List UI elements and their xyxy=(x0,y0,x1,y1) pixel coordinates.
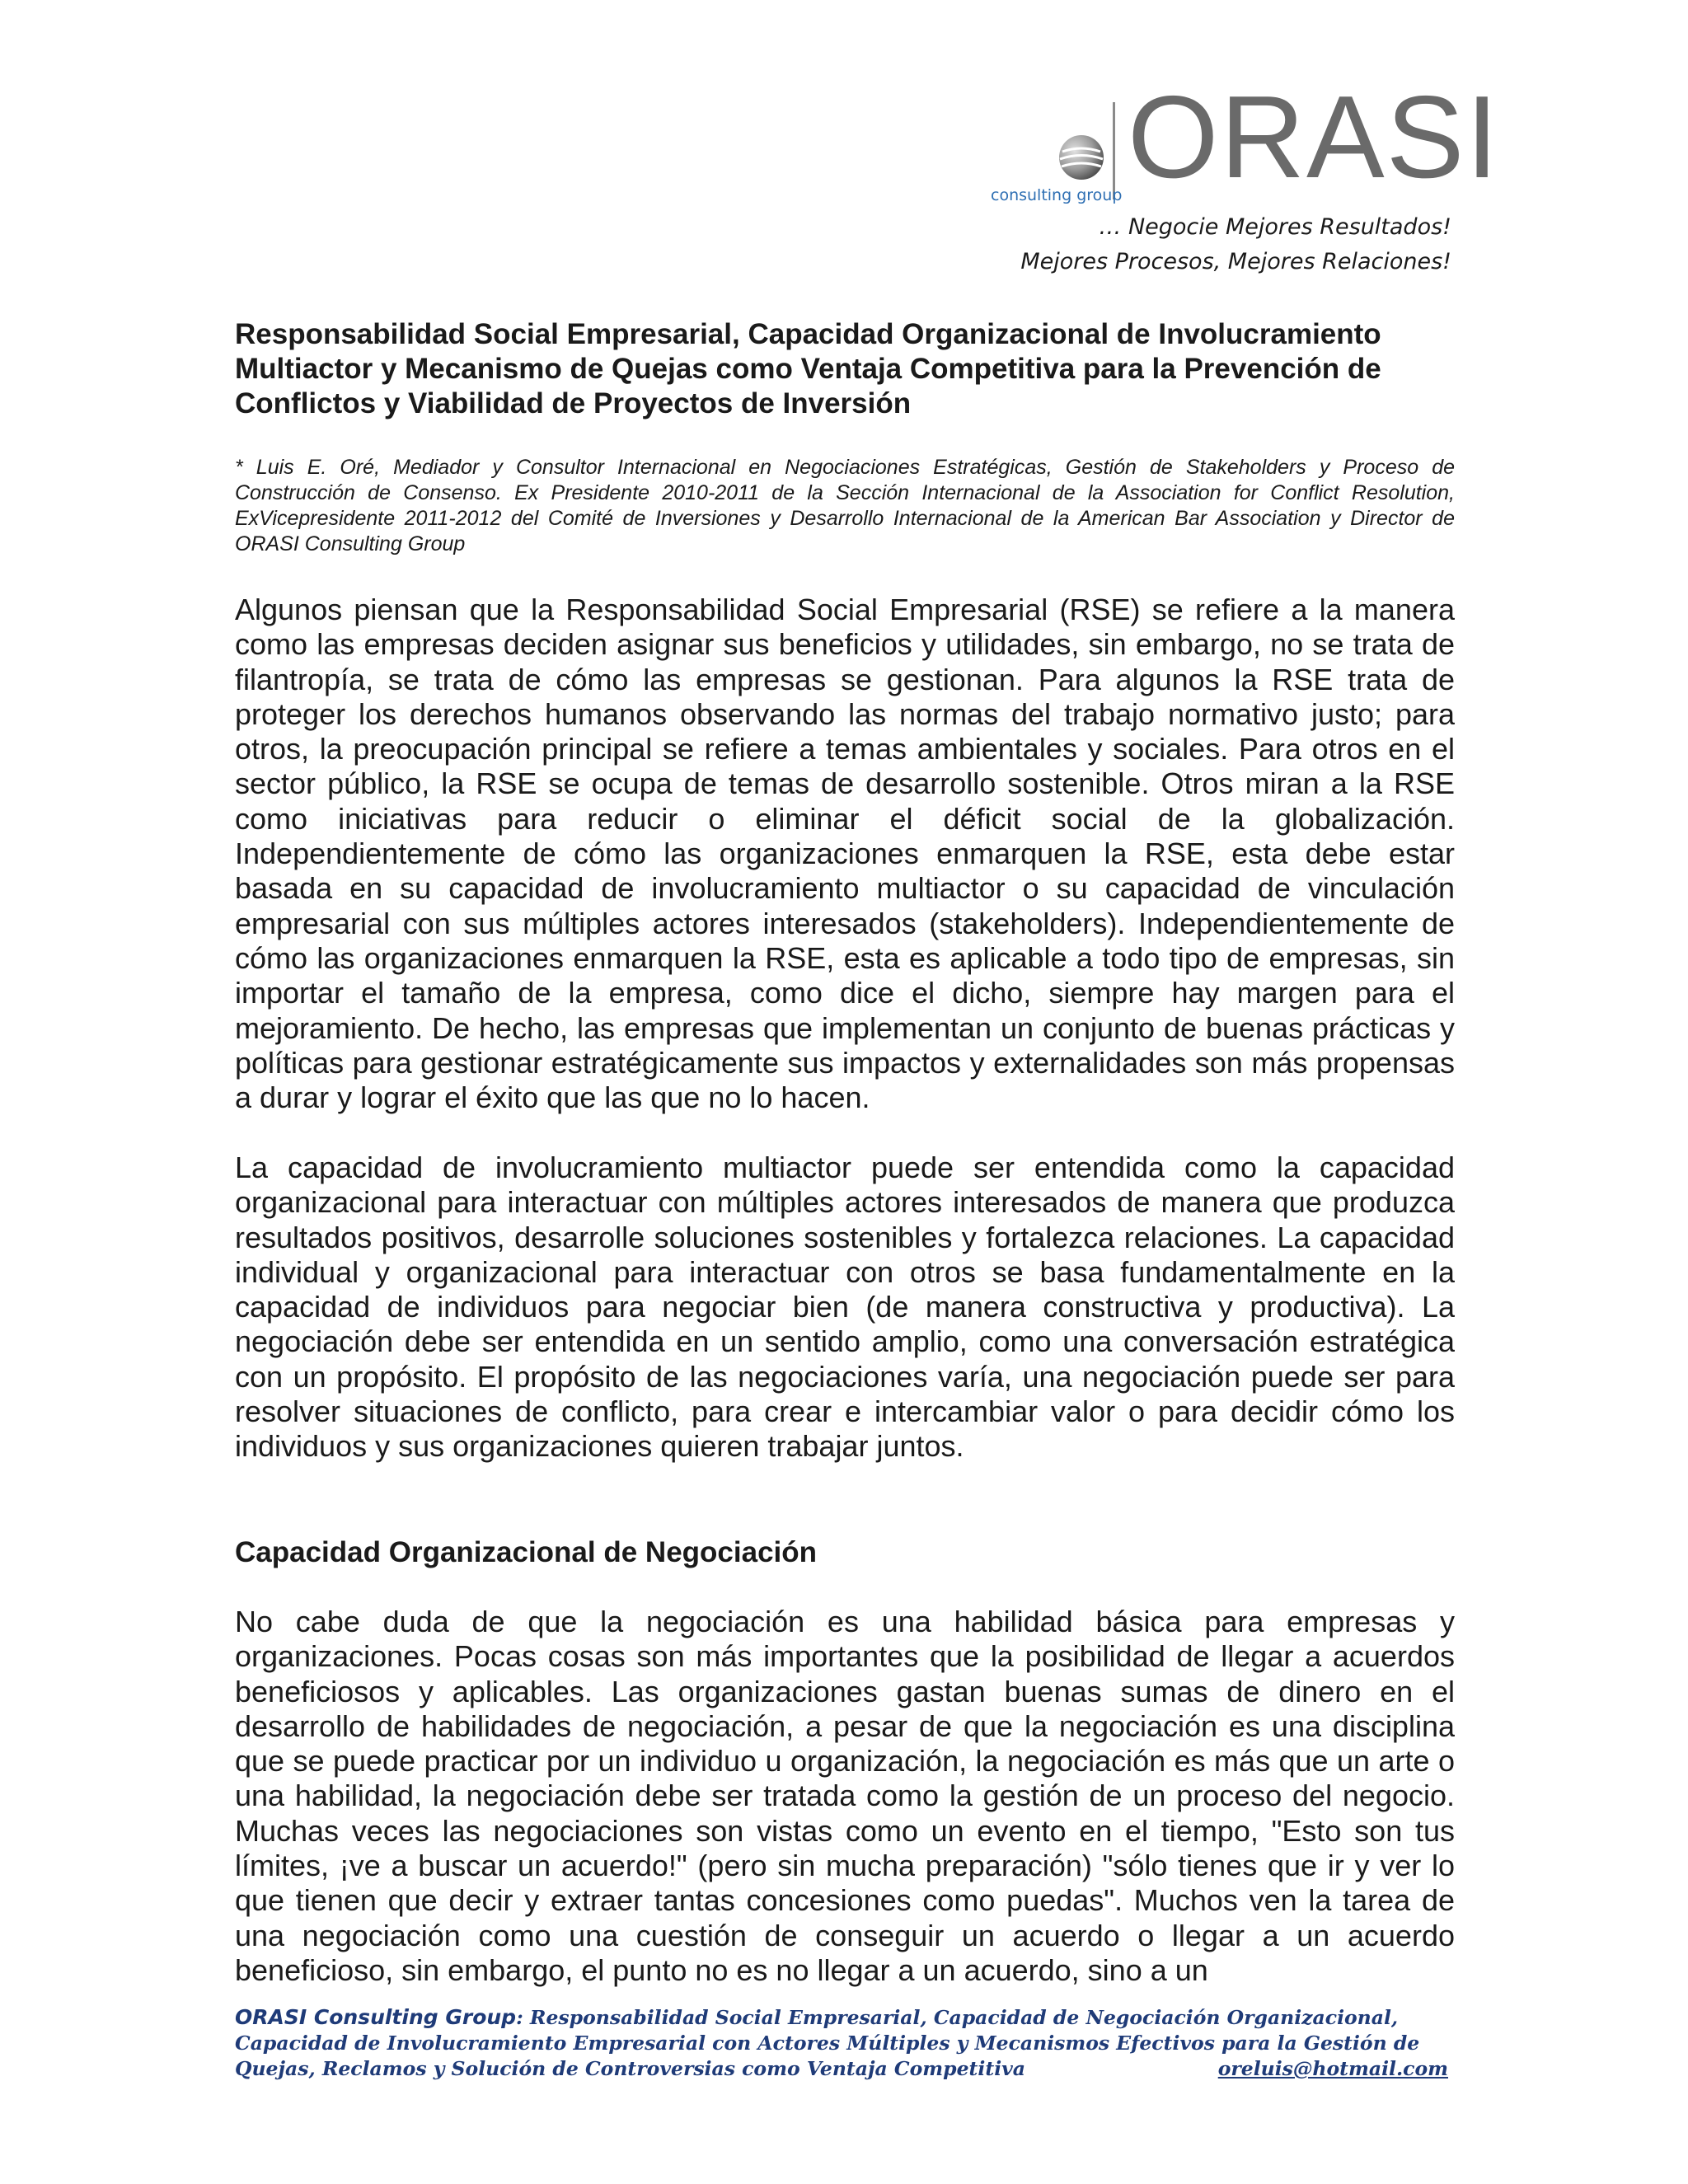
orasi-logo xyxy=(987,72,1500,209)
footer-email-link[interactable]: oreluis@hotmail.com xyxy=(1217,2057,1448,2080)
author-note: * Luis E. Oré, Mediador y Consultor Internacional en Negociaciones Estratégicas, Gestión de Stakeholders y Proceso de Construcción de Consenso. Ex Presidente 2010-2011 de la Sección Internacional de la Association for Conflict Resolution, ExVicepresidente 2011-2012 del Comité de Inversiones y Desarrollo Internacional de la American Bar Association y Director de ORASI Consulting Group xyxy=(235,456,1455,555)
page-footer xyxy=(235,2004,1455,2082)
slogan-line-2: Mejores Procesos, Mejores Relaciones! xyxy=(1020,249,1451,274)
logo-subtitle: consulting group xyxy=(991,186,1123,204)
footer-brand: ORASI Consulting Group xyxy=(235,2005,517,2029)
document-title: Responsabilidad Social Empresarial, Capacidad Organizacional de Involucramiento Multiactor y Mecanismo de Quejas como Ventaja Competitiva para la Prevención de Conflictos y Viabilidad de Proyectos de Inversión xyxy=(235,318,1381,419)
paragraph-2: La capacidad de involucramiento multiactor puede ser entendida como la capacidad organizacional para interactuar con múltiples actores interesados de manera que produzca resultados positivos, desarrolle soluciones sostenibles y fortalezca relaciones. La capacidad individual y organizacional para interactuar con otros se basa fundamentalmente en la capacidad de individuos para negociar bien (de manera constructiva y productiva). La negociación debe ser entendida en un sentido amplio, como una conversación estratégica con un propósito. El propósito de las negociaciones varía, una negociación puede ser para resolver situaciones de conflicto, para crear e intercambiar valor o para decidir cómo los individuos y sus organizaciones quieren trabajar juntos. xyxy=(235,1151,1455,1464)
paragraph-3: No cabe duda de que la negociación es una habilidad básica para empresas y organizaciones. Pocas cosas son más importantes que la posibilidad de llegar a acuerdos beneficiosos y aplicables. Las organizaciones gastan buenas sumas de dinero en el desarrollo de habilidades de negociación, a pesar de que la negociación es una disciplina que se puede practicar por un individuo u organización, la negociación es más que un arte o una habilidad, la negociación debe ser tratada como la gestión de un proceso del negocio. Muchas veces las negociaciones son vistas como un evento en el tiempo, "Esto son tus límites, ¡ve a buscar un acuerdo!" (pero sin mucha preparación) "sólo tienes que ir y ver lo que tienen que decir y extraer tantas concesiones como puedas". Muchos ven la tarea de una negociación como una cuestión de conseguir un acuerdo o llegar a un acuerdo beneficioso, sin embargo, el punto no es no llegar a un acuerdo, sino a un xyxy=(235,1605,1455,1987)
logo-divider xyxy=(1113,102,1115,199)
globe-icon xyxy=(1057,134,1105,181)
paragraph-1: Algunos piensan que la Responsabilidad Social Empresarial (RSE) se refiere a la manera como las empresas deciden asignar sus beneficios y utilidades, sin embargo, no se trata de filantropía, se trata de cómo las empresas se gestionan. Para algunos la RSE trata de proteger los derechos humanos observando las normas del trabajo normativo justo; para otros, la preocupación principal se refiere a temas ambientales y sociales. Para otros en el sector público, la RSE se ocupa de temas de desarrollo sostenible. Otros miran a la RSE como iniciativas para reducir o eliminar el déficit social de la globalización. Independientemente de cómo las organizaciones enmarquen la RSE, esta debe estar basada en su capacidad de involucramiento multiactor o su capacidad de vinculación empresarial con sus múltiples actores interesados (stakeholders). Independientemente de cómo las organizaciones enmarquen la RSE, esta es aplicable a todo tipo de empresas, sin importar el tamaño de la empresa, como dice el dicho, siempre hay margen para el mejoramiento. De hecho, las empresas que implementan un conjunto de buenas prácticas y políticas para gestionar estratégicamente sus impactos y externalidades son más propensas a durar y lograr el éxito que las que no lo hacen. xyxy=(235,593,1455,1115)
section-heading: Capacidad Organizacional de Negociación xyxy=(235,1536,818,1568)
slogan xyxy=(1020,210,1451,279)
logo-wordmark: ORASI xyxy=(1128,72,1500,203)
footer-text: : Responsabilidad Social Empresarial, Capacidad de Negociación Organizacional, Capacidad de Involucramiento Empresarial con Actores Múltiples y Mecanismos Efectivos para la Gestión de Quejas, Reclamos y Solución de Controversias como Ventaja Competitiva xyxy=(235,2006,1420,2080)
slogan-line-1: … Negocie Mejores Resultados! xyxy=(1099,214,1451,240)
